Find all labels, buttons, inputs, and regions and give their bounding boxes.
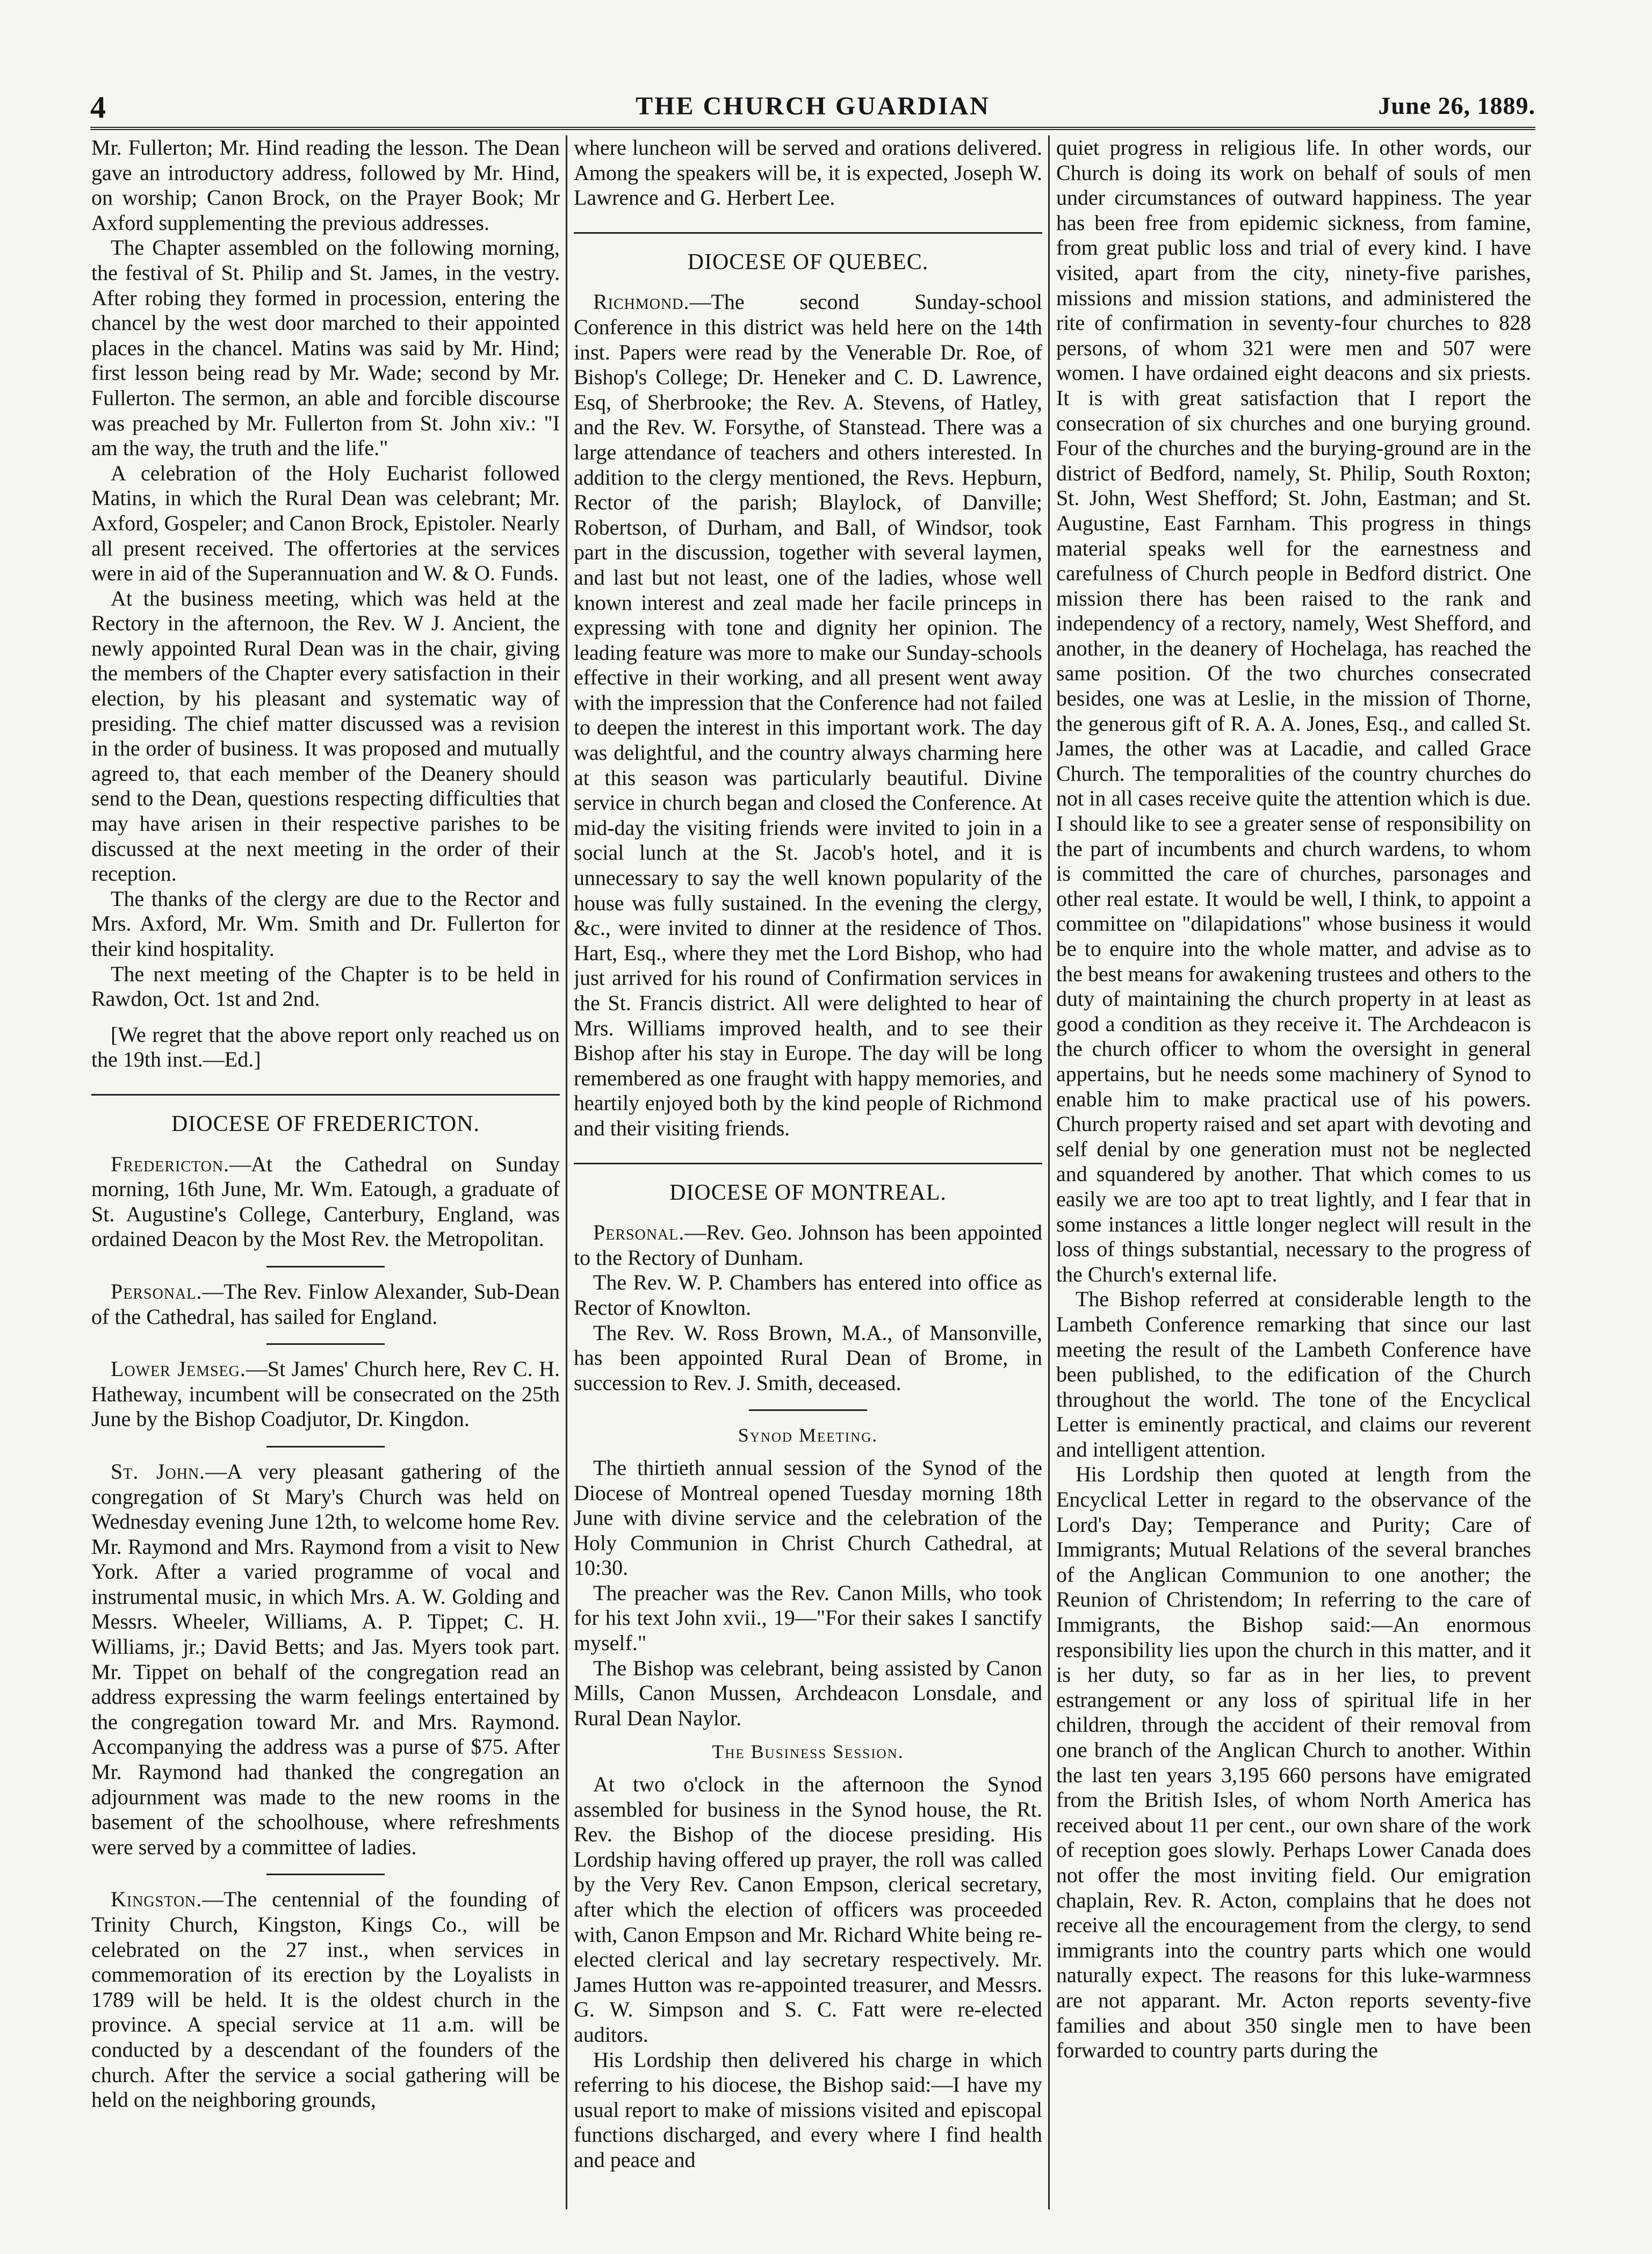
dateline: Fredericton. (111, 1151, 230, 1176)
article-paragraph (91, 1022, 560, 1072)
section-heading: DIOCESE OF MONTREAL. (574, 1163, 1042, 1206)
article-paragraph (574, 2048, 1042, 2173)
section-divider (266, 1343, 385, 1345)
article-paragraph (91, 1887, 560, 2112)
section-heading: DIOCESE OF FREDERICTON. (91, 1094, 560, 1137)
paragraph-text: The Bishop was celebrant, being assisted by Canon Mills, Canon Mussen, Archdeacon Lonsdale, and Rural Dean Naylor. (574, 1655, 1042, 1730)
article-paragraph (91, 461, 560, 586)
paragraph-text: —The second Sunday-school Conference in this district was held here on the 14th inst. Papers were read by the Venerable Dr. Roe, of Bishop's College; Dr. Heneker and C. D. Lawrence, Esq, of Sherbrooke; the Rev. A. Stevens, of Hatley, and the Rev. W. Forsythe, of Stanstead. There was a large attendance of teachers and others interested. In addition to the clergy mentioned, the Revs. Hepburn, Rector of the parish; Blaylock, of Danville; Robertson, of Durham, and Ball, of Windsor, took part in the discussion, together with several laymen, and last but not least, one of the ladies, whose well known interest and zeal made her facile princeps in expressing with tone and dignity her opinion. The leading feature was more to make our Sunday-schools effective in their working, and all present went away with the impression that the Conference had not failed to deepen the interest in this important work. The day was delightful, and the country always charming here at this season was particularly beautiful. Divine service in church began and closed the Conference. At mid-day the visiting friends were invited to join in a social lunch at the St. Jacob's hotel, and it is unnecessary to say the well known popularity of the house was fully sustained. In the evening the clergy, &c., were invited to dinner at the residence of Thos. Hart, Esq., where they met the Lord Bishop, who had just arrived for his round of Confirmation services in the St. Francis district. All were delighted to hear of Mrs. Williams improved health, and to see their Bishop after his stay in Europe. The day will be long remembered as one fraught with happy memories, and heartily enjoyed both by the kind people of Richmond and their visiting friends. (574, 290, 1042, 1140)
article-paragraph (91, 135, 560, 235)
dateline: Personal. (593, 1220, 685, 1245)
article-paragraph (91, 235, 560, 460)
article-paragraph (1056, 135, 1531, 1287)
article-paragraph (91, 1357, 560, 1432)
column-divider (1048, 135, 1050, 2209)
paragraph-text: His Lordship then delivered his charge in which referring to his diocese, the Bishop said:—I have my usual report to make of missions visited and episcopal functions discharged, and every where I find health and peace and (574, 2047, 1042, 2172)
article-paragraph (1056, 1287, 1531, 1462)
article-paragraph (91, 962, 560, 1012)
paragraph-text: —The centennial of the founding of Trinity Church, Kingston, Kings Co., will be celebrated on the 27 inst., when services in commemoration of its erection by the Loyalists in 1789 will be held. It is the oldest church in the province. A special service at 11 a.m. will be conducted by a descendant of the founders of the church. After the service a social gathering will be held on the neighboring grounds, (91, 1887, 560, 2112)
article-paragraph (91, 887, 560, 962)
newspaper-title: THE CHURCH GUARDIAN (636, 92, 990, 120)
paragraph-text: where luncheon will be served and orations delivered. Among the speakers will be, it is expected, Joseph W. Lawrence and G. Herbert Lee. (574, 135, 1042, 210)
article-paragraph (574, 1220, 1042, 1270)
article-paragraph (91, 1279, 560, 1329)
article-paragraph (91, 586, 560, 887)
paragraph-text: His Lordship then quoted at length from the Encyclical Letter in regard to the observance of the Lord's Day; Temperance and Purity; Care of Immigrants; Mutual Relations of the several branches of the Anglican Communion to one another; the Reunion of Christendom; In referring to the care of Immigrants, the Bishop said:—An enormous responsibility lies upon the church in this matter, and it is her duty, so far as in her lies, to prevent estrangement or any loss of spiritual life in her children, through the accident of their removal from one branch of the Anglican Church to another. Within the last ten years 3,195 660 persons have emigrated from the British Isles, of whom North America has received about 11 per cent., our own share of the work of reception goes slowly. Perhaps Lower Canada does not offer the most inviting field. Our emigration chaplain, Rev. R. Acton, complains that he does not receive all the encouragement from the clergy, to send immigrants into the country parts which one would naturally expect. The reasons for this luke-warmness are not apparant. Mr. Acton reports seventy-five families and about 350 single men to have been forwarded to country parts during the (1056, 1462, 1531, 2063)
paragraph-text: The preacher was the Rev. Canon Mills, who took for his text John xvii., 19—"For their sakes I sanctify myself." (574, 1580, 1042, 1655)
article-paragraph (574, 1772, 1042, 2048)
paragraph-text: The Rev. W. Ross Brown, M.A., of Mansonville, has been appointed Rural Dean of Brome, in succession to Rev. J. Smith, deceased. (574, 1320, 1042, 1395)
article-paragraph (91, 1152, 560, 1252)
subsection-heading: Synod Meeting. (738, 1424, 878, 1446)
paragraph-text: [We regret that the above report only reached us on the 19th inst.—Ed.] (91, 1022, 560, 1072)
paragraph-text: quiet progress in religious life. In other words, our Church is doing its work on behalf of souls of men under circumstances of outward happiness. The year has been free from epidemic sickness, from famine, from great public loss and trial of every kind. I have visited, apart from the city, ninety-five parishes, missions and mission stations, and administered the rite of confirmation in seventy-four churches to 828 persons, of whom 321 were men and 507 were women. I have ordained eight deacons and six priests. It is with great satisfaction that I report the consecration of six churches and one burying ground. Four of the churches and the burying-ground are in the district of Bedford, namely, St. Philip, South Roxton; St. John, West Shefford; St. John, Eastman; and St. Augustine, East Farnham. This progress in things material speaks well for the earnestness and carefulness of Church people in Bedford district. One mission there has been raised to the rank and independency of a rectory, namely, West Shefford, and another, in the deanery of Hochelaga, has reached the same position. Of the two churches consecrated besides, one was at Leslie, in the mission of Thorne, the generous gift of R. A. A. Jones, Esq., and called St. James, the other was at Lacadie, and called Grace Church. The temporalities of the country churches do not in all cases receive quite the attention which is due. I should like to see a greater sense of responsibility on the part of incumbents and church wardens, to whom is committed the care of churches, parsonages and other real estate. It would be well, I think, to appoint a committee on "dilapidations" whose business it would be to enquire into the whole matter, and advise as to the best means for awakening trustees and others to the duty of maintaining the church property in at least as good a condition as they receive it. The Archdeacon is the church officer to whom the oversight in general appertains, but he needs some machinery of Synod to enable him to make practical use of his powers. Church property raised and set apart with devoting and self denial by one generation must not be neglected and squandered by another. That which comes to us easily we are too apt to treat lightly, and I fear that in some instances a little longer neglect will result in the loss of things substantial, necessary to the progress of the Church's external life. (1056, 135, 1531, 1286)
article-paragraph (574, 1321, 1042, 1396)
paragraph-text: The next meeting of the Chapter is to be held in Rawdon, Oct. 1st and 2nd. (91, 961, 560, 1011)
paragraph-text: —A very pleasant gathering of the congregation of St Mary's Church was held on Wednesday evening June 12th, to welcome home Rev. Mr. Raymond and Mrs. Raymond from a visit to New York. After a varied programme of vocal and instrumental music, in which Mrs. A. W. Golding and Messrs. Wheeler, Williams, A. P. Tippet; C. H. Williams, jr.; David Betts; and Jas. Myers took part. Mr. Tippet on behalf of the congregation read an address expressing the warm feelings entertained by the congregation toward Mr. and Mrs. Raymond. Accompanying the address was a purse of $75. After Mr. Raymond had thanked the congregation an adjournment was made to the new rooms in the basement of the schoolhouse, where refreshments were served by a committee of ladies. (91, 1459, 560, 1859)
section-divider (266, 1266, 385, 1268)
issue-date: June 26, 1889. (1378, 92, 1535, 119)
paragraph-text: At two o'clock in the afternoon the Synod assembled for business in the Synod house, the Rt. Rev. the Bishop of the diocese presiding. His Lordship having offered up prayer, the roll was called by the Very Rev. Canon Empson, clerical secretary, after which the election of officers was proceeded with, Canon Empson and Mr. Richard White being re-elected clerical and lay secretary respectively. Mr. James Hutton was re-appointed treasurer, and Messrs. G. W. Simpson and S. C. Fatt were re-elected auditors. (574, 1772, 1042, 2047)
paragraph-text: The Rev. W. P. Chambers has entered into office as Rector of Knowlton. (574, 1270, 1042, 1320)
dateline: Lower Jemseg. (111, 1357, 246, 1381)
subsection-heading: The Business Session. (712, 1741, 904, 1763)
article-paragraph (574, 1456, 1042, 1581)
section-divider (266, 1446, 385, 1448)
paragraph-text: The Bishop referred at considerable length to the Lambeth Conference remarking that since our last meeting the result of the Lambeth Conference have been published, to the edification of the Church throughout the world. The tone of the Encyclical Letter is eminently practical, and claims our reverent and intelligent attention. (1056, 1287, 1531, 1461)
dateline: St. John. (111, 1459, 206, 1484)
article-paragraph (91, 1459, 560, 1860)
section-divider (266, 1874, 385, 1875)
page-number: 4 (90, 90, 106, 125)
paragraph-text: —The Rev. Finlow Alexander, Sub-Dean of the Cathedral, has sailed for England. (91, 1279, 560, 1329)
paragraph-text: —St James' Church here, Rev C. H. Hatheway, incumbent will be consecrated on the 25th June by the Bishop Coadjutor, Dr. Kingdon. (91, 1357, 560, 1431)
paragraph-text: The Chapter assembled on the following morning, the festival of St. Philip and St. James, in the vestry. After robing they formed in procession, entering the chancel by the west door marched to their appointed places in the chancel. Matins was said by Mr. Hind; first lesson being read by Mr. Wade; second by Mr. Fullerton. The sermon, an able and forcible discourse was preached by Mr. Fullerton from St. John xiv.: "I am the way, the truth and the life." (91, 235, 560, 460)
column-2 (574, 135, 1042, 2209)
paragraph-text: A celebration of the Holy Eucharist followed Matins, in which the Rural Dean was celebrant; Mr. Axford, Gospeler; and Canon Brock, Epistoler. Nearly all present received. The offertories at the services were in aid of the Superannuation and W. & O. Funds. (91, 460, 560, 586)
section-heading: DIOCESE OF QUEBEC. (574, 232, 1042, 275)
article-paragraph (574, 1656, 1042, 1731)
article-paragraph (574, 135, 1042, 211)
paragraph-text: The thanks of the clergy are due to the Rector and Mrs. Axford, Mr. Wm. Smith and Dr. Fullerton for their kind hospitality. (91, 886, 560, 961)
column-3 (1056, 135, 1531, 2209)
article-paragraph (574, 1270, 1042, 1320)
article-paragraph (574, 290, 1042, 1141)
column-divider (566, 135, 567, 2209)
paragraph-text: —At the Cathedral on Sunday morning, 16th June, Mr. Wm. Eatough, a graduate of St. Augustine's College, Canterbury, England, was ordained Deacon by the Most Rev. the Metropolitan. (91, 1151, 560, 1251)
dateline: Kingston. (111, 1887, 203, 1912)
section-divider (749, 1409, 867, 1411)
masthead (90, 89, 1535, 130)
column-1 (91, 135, 560, 2209)
article-paragraph (574, 1581, 1042, 1656)
dateline: Richmond. (593, 290, 690, 314)
paragraph-text: Mr. Fullerton; Mr. Hind reading the lesson. The Dean gave an introductory address, followed by Mr. Hind, on worship; Canon Brock, on the Prayer Book; Mr Axford supplementing the previous addresses. (91, 135, 560, 235)
paragraph-text: The thirtieth annual session of the Synod of the Diocese of Montreal opened Tuesday morning 18th June with divine service and the celebration of the Holy Communion in Christ Church Cathedral, at 10:30. (574, 1455, 1042, 1580)
article-paragraph (1056, 1462, 1531, 2063)
dateline: Personal. (111, 1279, 203, 1304)
paragraph-text: At the business meeting, which was held at the Rectory in the afternoon, the Rev. W J. Ancient, the newly appointed Rural Dean was in the chair, giving the members of the Chapter every satisfaction in their election, by his pleasant and systematic way of presiding. The chief matter discussed was a revision in the order of business. It was proposed and mutually agreed to, that each member of the Deanery should send to the Dean, questions respecting difficulties that may have arisen in their respective parishes to be discussed at the next meeting in the order of their reception. (91, 586, 560, 886)
paragraph-text: —Rev. Geo. Johnson has been appointed to the Rectory of Dunham. (574, 1220, 1042, 1270)
